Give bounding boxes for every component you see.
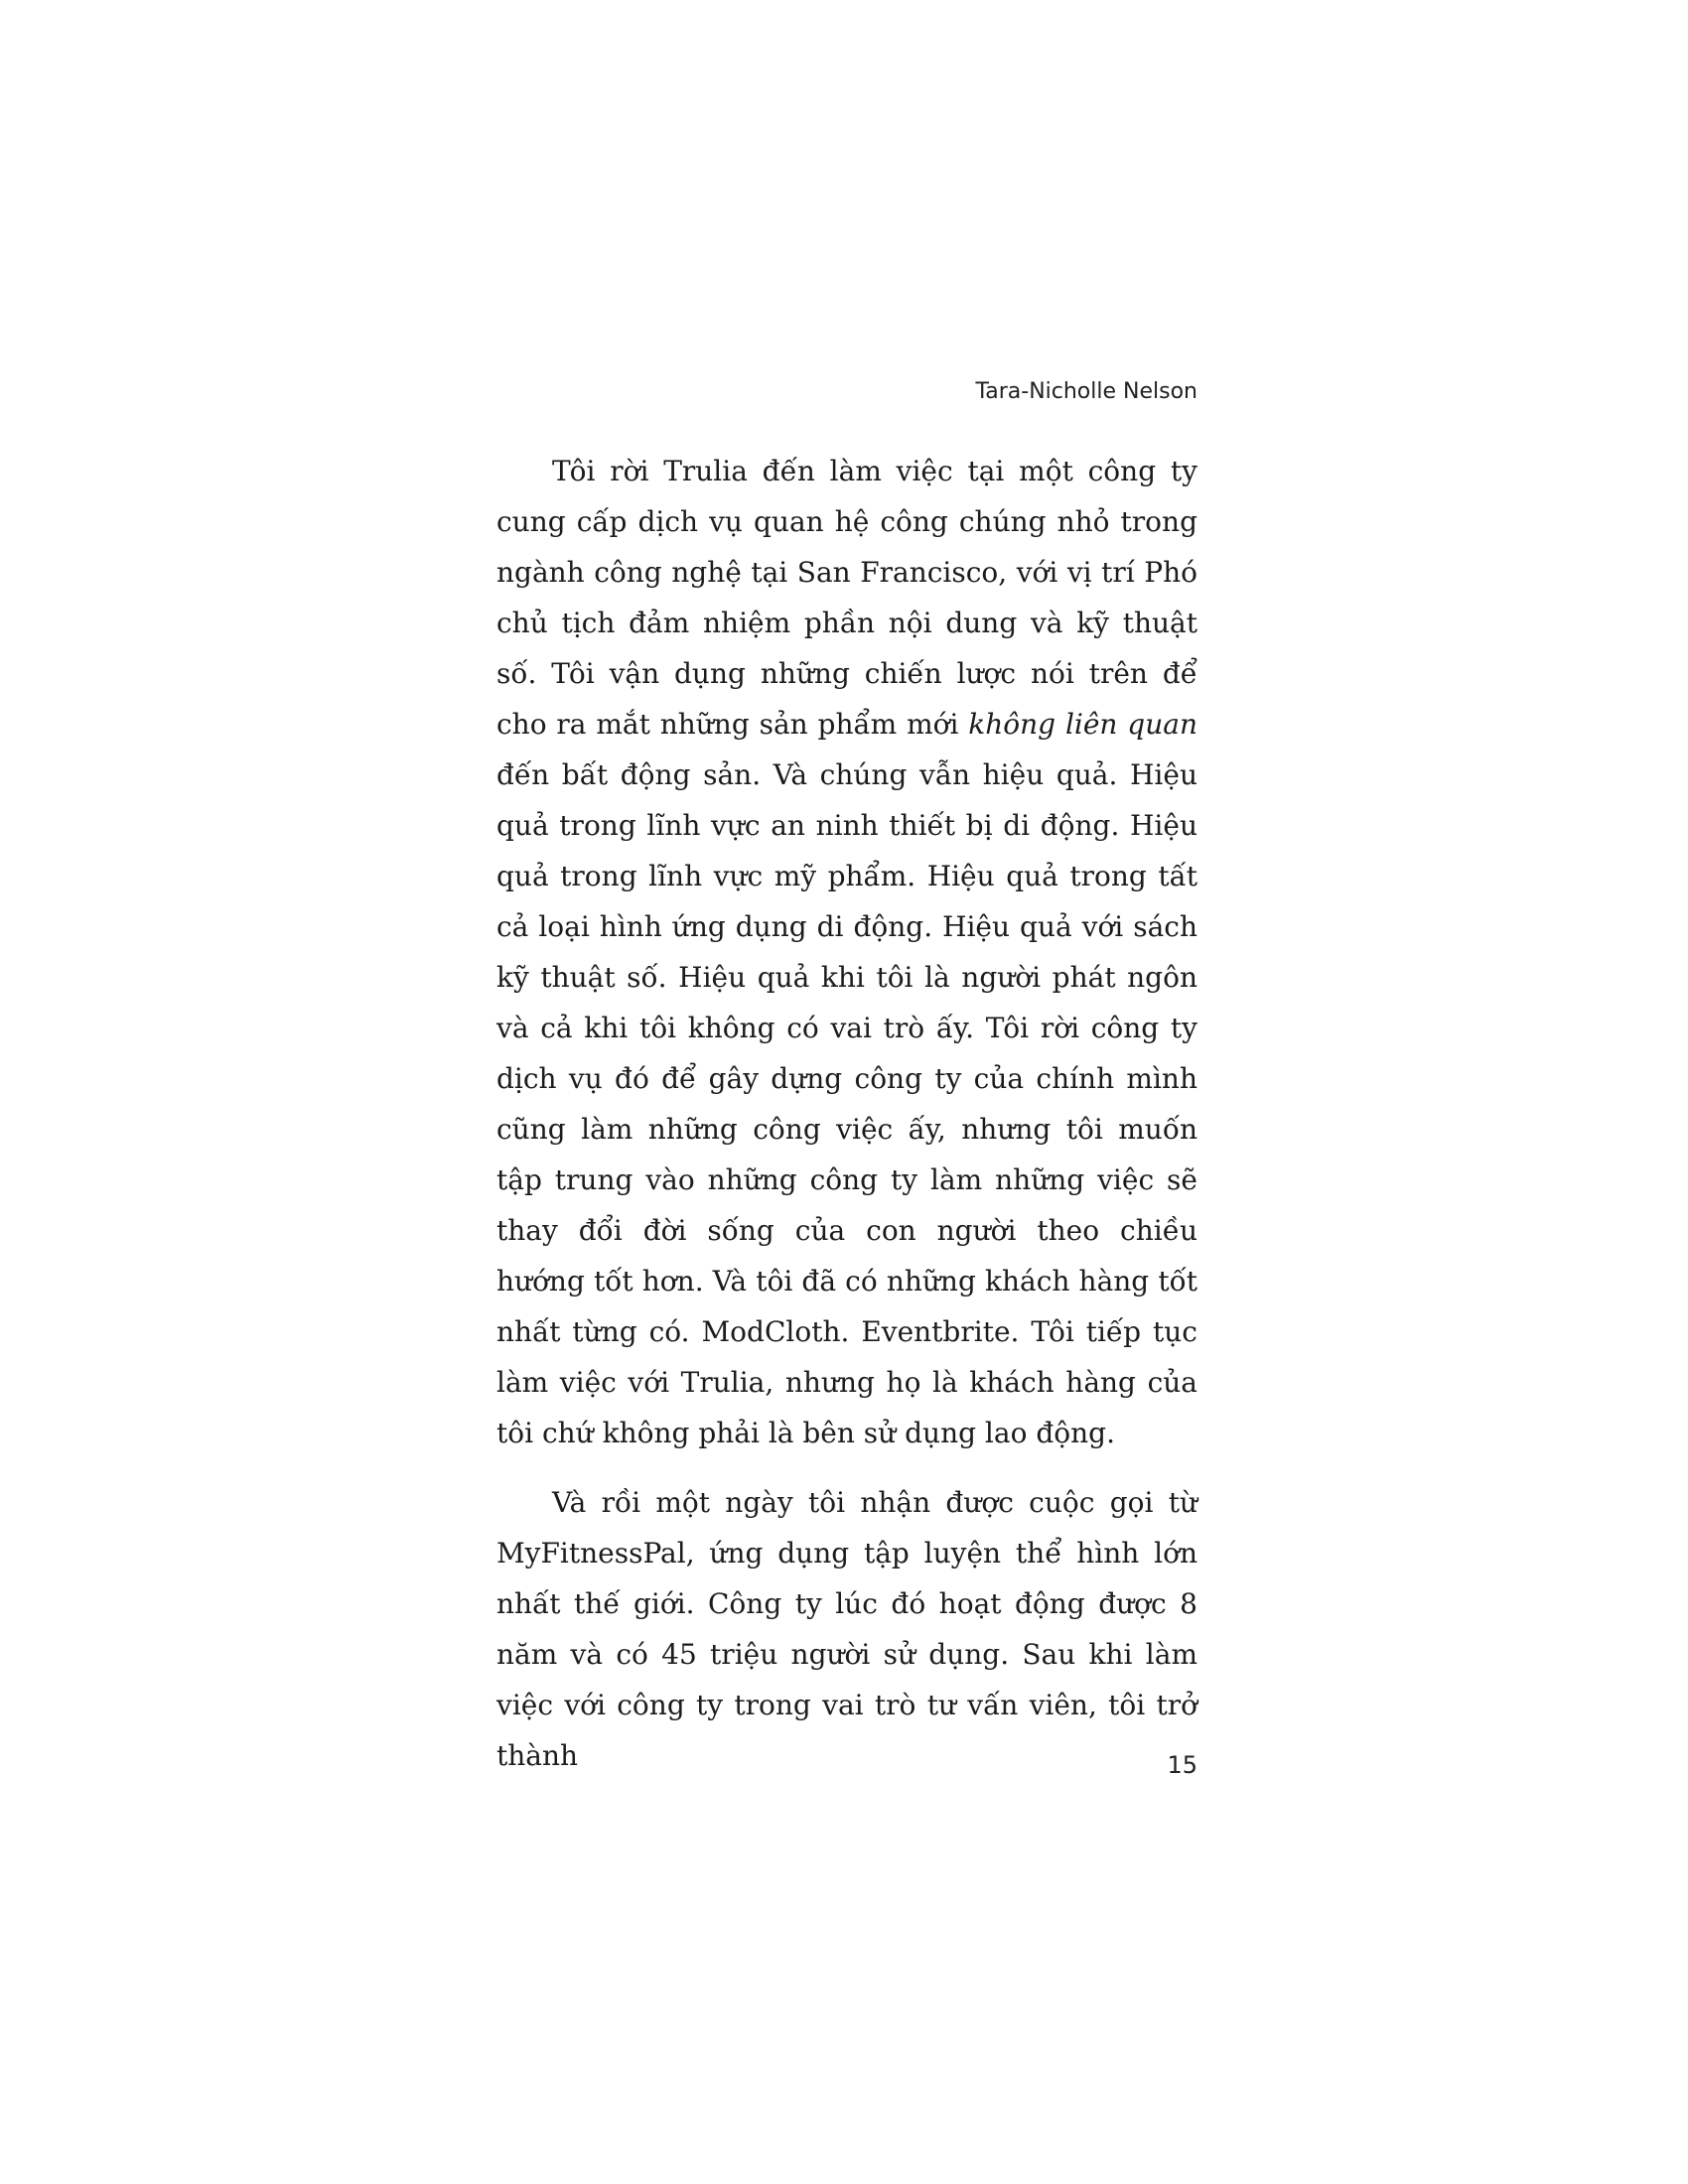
paragraph-1-emphasis: không liên quan	[968, 708, 1197, 741]
page-number: 15	[1167, 1751, 1197, 1779]
running-header-author: Tara-Nicholle Nelson	[975, 379, 1197, 404]
paragraph-1	[496, 446, 1197, 1458]
paragraph-1-text-a: Tôi rời Trulia đến làm việc tại một công ty cung cấp dịch vụ quan hệ công chúng nhỏ trong ngành công nghệ tại San Francisco, với vị trí Phó chủ tịch đảm nhiệm phần nội dung và kỹ thuật số. Tôi vận dụng những chiến lược nói trên để cho ra mắt những sản phẩm mới	[496, 455, 1197, 741]
paragraph-2: Và rồi một ngày tôi nhận được cuộc gọi từ MyFitnessPal, ứng dụng tập luyện thể hình lớn nhất thế giới. Công ty lúc đó hoạt động được 8 năm và có 45 triệu người sử dụng. Sau khi làm việc với công ty trong vai trò tư vấn viên, tôi trở thành	[496, 1486, 1197, 1772]
paragraph-1-text-b: đến bất động sản. Và chúng vẫn hiệu quả. Hiệu quả trong lĩnh vực an ninh thiết bị di động. Hiệu quả trong lĩnh vực mỹ phẩm. Hiệu quả trong tất cả loại hình ứng dụng di động. Hiệu quả với sách kỹ thuật số. Hiệu quả khi tôi là người phát ngôn và cả khi tôi không có vai trò ấy. Tôi rời công ty dịch vụ đó để gây dựng công ty của chính mình cũng làm những công việc ấy, nhưng tôi muốn tập trung vào những công ty làm những việc sẽ thay đổi đời sống của con người theo chiều hướng tốt hơn. Và tôi đã có những khách hàng tốt nhất từng có. ModCloth. Eventbrite. Tôi tiếp tục làm việc với Trulia, nhưng họ là khách hàng của tôi chứ không phải là bên sử dụng lao động.	[496, 758, 1197, 1449]
body-text	[496, 446, 1197, 1781]
